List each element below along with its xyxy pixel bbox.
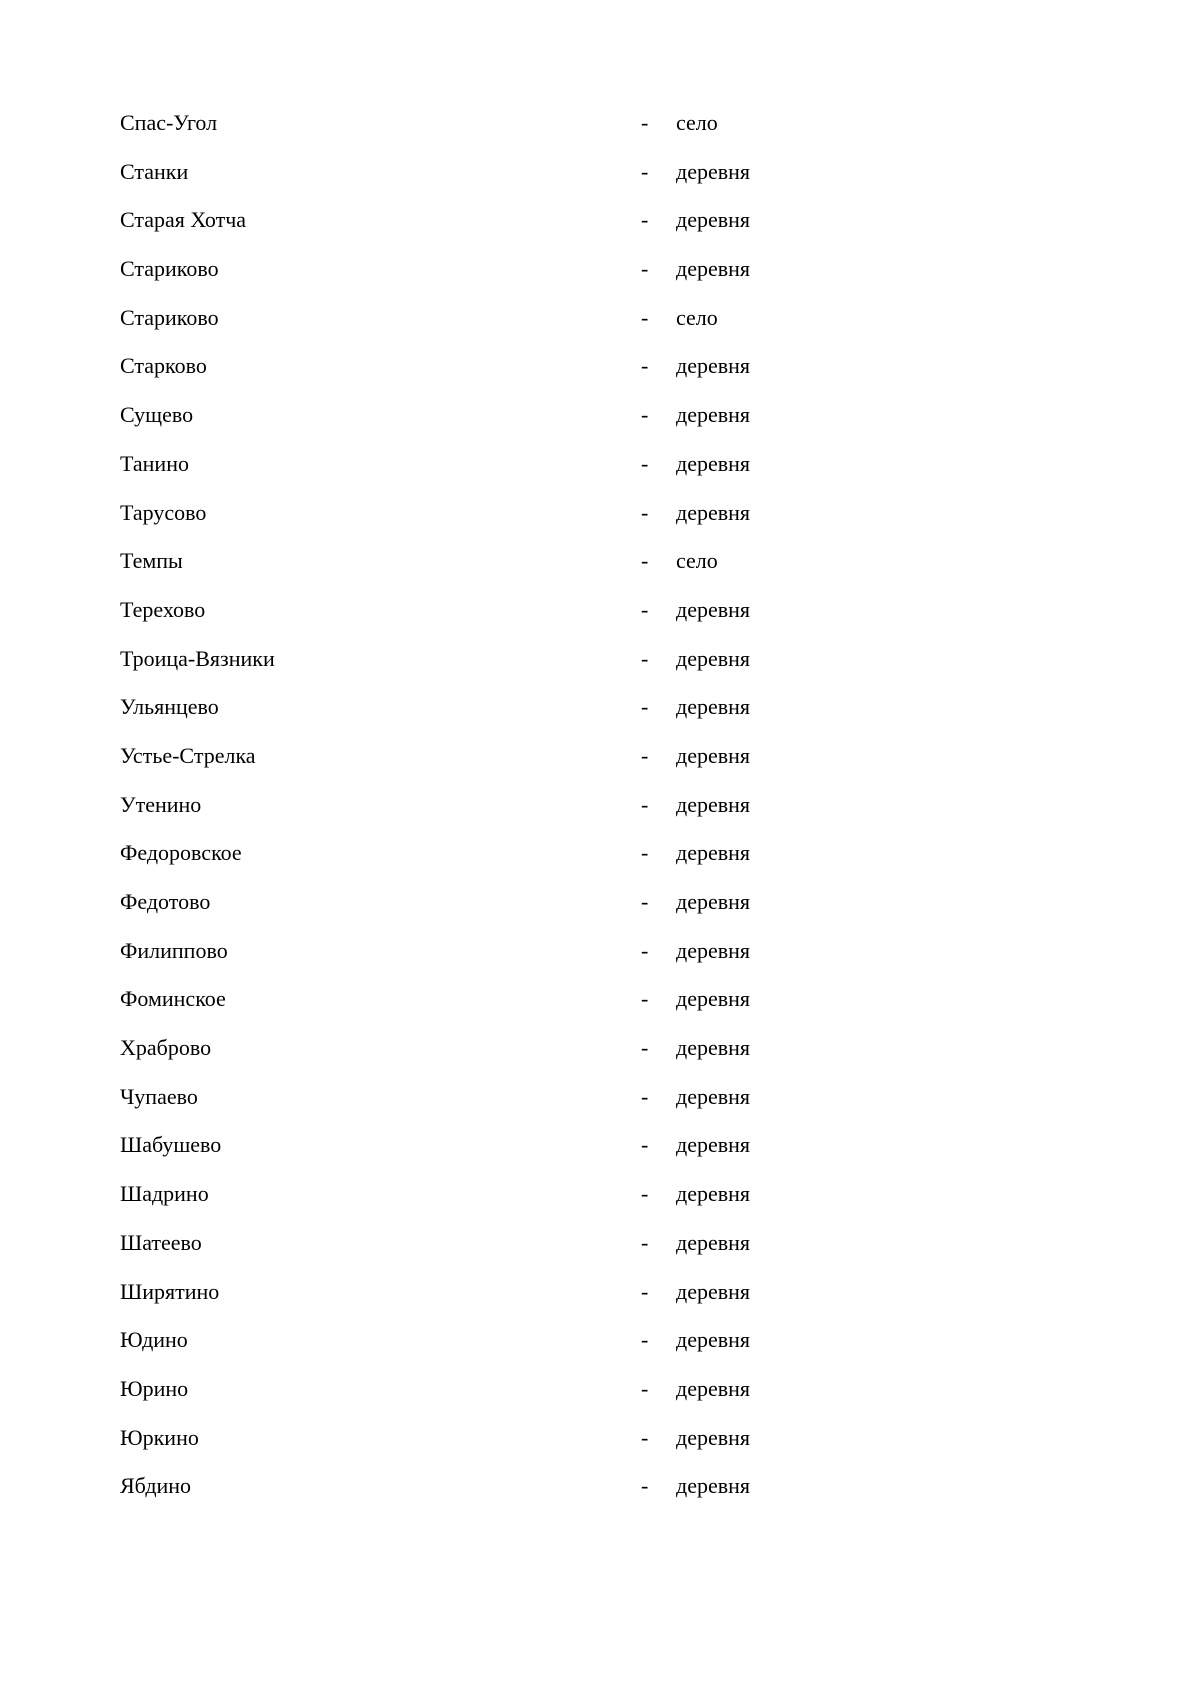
separator-dash: - [641, 645, 649, 671]
list-item [120, 351, 820, 400]
settlement-name: Юркино [120, 1424, 199, 1450]
settlement-type: село [676, 548, 718, 574]
list-item [120, 1374, 820, 1423]
list-item [120, 1179, 820, 1228]
settlement-type: деревня [676, 256, 751, 282]
settlement-type: деревня [676, 1424, 751, 1450]
settlement-type: деревня [676, 450, 751, 476]
settlement-type: деревня [676, 402, 751, 428]
list-item [120, 1423, 820, 1472]
separator-dash: - [641, 1424, 649, 1450]
settlement-name: Шадрино [120, 1181, 209, 1207]
list-item [120, 790, 820, 839]
settlement-name: Шатеево [120, 1229, 202, 1255]
settlement-type: деревня [676, 840, 751, 866]
settlement-name: Чупаево [120, 1083, 198, 1109]
list-item [120, 936, 820, 985]
settlement-type: деревня [676, 158, 751, 184]
list-item [120, 205, 820, 254]
separator-dash: - [641, 1278, 649, 1304]
separator-dash: - [641, 1035, 649, 1061]
separator-dash: - [641, 1327, 649, 1353]
settlement-type: деревня [676, 353, 751, 379]
settlement-type: село [676, 110, 718, 135]
list-item [120, 595, 820, 644]
list-item [120, 303, 820, 352]
settlement-name: Темпы [120, 548, 183, 574]
list-item [120, 157, 820, 206]
list-item [120, 1277, 820, 1326]
separator-dash: - [641, 256, 649, 282]
separator-dash: - [641, 207, 649, 233]
settlement-name: Тарусово [120, 499, 207, 525]
settlement-name: Ульянцево [120, 694, 219, 720]
list-item [120, 1471, 820, 1520]
settlement-type: деревня [676, 889, 751, 914]
list-item [120, 1033, 820, 1082]
separator-dash: - [641, 353, 649, 379]
list-item [120, 1228, 820, 1277]
separator-dash: - [641, 986, 649, 1012]
list-item [120, 108, 820, 157]
settlement-type: деревня [676, 937, 751, 963]
list-item [120, 400, 820, 449]
settlement-type: деревня [676, 1035, 751, 1061]
settlement-name: Сущево [120, 402, 194, 428]
separator-dash: - [641, 742, 649, 768]
list-item [120, 1130, 820, 1179]
separator-dash: - [641, 937, 649, 963]
separator-dash: - [641, 158, 649, 184]
separator-dash: - [641, 1473, 649, 1499]
settlement-name: Юдино [120, 1327, 188, 1353]
separator-dash: - [641, 402, 649, 428]
settlement-type: деревня [676, 1375, 751, 1401]
settlement-type: деревня [676, 986, 751, 1012]
list-item [120, 546, 820, 595]
separator-dash: - [641, 1375, 649, 1401]
settlement-type: деревня [676, 1181, 751, 1207]
list-item [120, 644, 820, 693]
settlement-type: деревня [676, 694, 751, 720]
list-item [120, 1082, 820, 1131]
settlement-name: Терехово [120, 596, 206, 622]
list-item [120, 984, 820, 1033]
settlement-name: Устье-Стрелка [120, 742, 256, 768]
separator-dash: - [641, 889, 649, 914]
settlement-type: деревня [676, 1083, 751, 1109]
settlement-name: Утенино [120, 791, 202, 817]
separator-dash: - [641, 694, 649, 720]
settlement-name: Храброво [120, 1035, 212, 1061]
settlement-type: деревня [676, 1473, 751, 1499]
settlement-type: деревня [676, 207, 751, 233]
separator-dash: - [641, 596, 649, 622]
settlement-name: Федоровское [120, 840, 242, 866]
settlement-type: деревня [676, 1327, 751, 1353]
list-item [120, 449, 820, 498]
settlement-type: деревня [676, 742, 751, 768]
settlement-name: Фоминское [120, 986, 226, 1012]
settlement-type: деревня [676, 1132, 751, 1158]
separator-dash: - [641, 548, 649, 574]
settlement-name: Ширятино [120, 1278, 220, 1304]
settlement-name: Стариково [120, 304, 219, 330]
list-item [120, 741, 820, 790]
separator-dash: - [641, 1181, 649, 1207]
settlement-name: Федотово [120, 889, 211, 914]
settlement-type: деревня [676, 645, 751, 671]
settlement-name: Стариково [120, 256, 219, 282]
settlement-name: Филиппово [120, 937, 228, 963]
settlement-list [120, 108, 820, 1520]
separator-dash: - [641, 840, 649, 866]
settlement-name: Спас-Угол [120, 110, 218, 135]
settlement-type: село [676, 304, 718, 330]
settlement-type: деревня [676, 596, 751, 622]
settlement-name: Станки [120, 158, 189, 184]
list-item [120, 1325, 820, 1374]
settlement-name: Юрино [120, 1375, 189, 1401]
separator-dash: - [641, 304, 649, 330]
separator-dash: - [641, 110, 649, 135]
list-item [120, 692, 820, 741]
separator-dash: - [641, 1083, 649, 1109]
settlement-type: деревня [676, 1278, 751, 1304]
list-item [120, 498, 820, 547]
settlement-name: Старая Хотча [120, 207, 247, 233]
separator-dash: - [641, 499, 649, 525]
separator-dash: - [641, 1132, 649, 1158]
separator-dash: - [641, 1229, 649, 1255]
settlement-type: деревня [676, 791, 751, 817]
list-item [120, 838, 820, 887]
settlement-name: Шабушево [120, 1132, 222, 1158]
settlement-type: деревня [676, 1229, 751, 1255]
settlement-name: Танино [120, 450, 189, 476]
settlement-name: Троица-Вязники [120, 645, 275, 671]
separator-dash: - [641, 791, 649, 817]
list-item [120, 887, 820, 936]
settlement-name: Ябдино [120, 1473, 192, 1499]
settlement-type: деревня [676, 499, 751, 525]
separator-dash: - [641, 450, 649, 476]
settlement-name: Старково [120, 353, 207, 379]
list-item [120, 254, 820, 303]
